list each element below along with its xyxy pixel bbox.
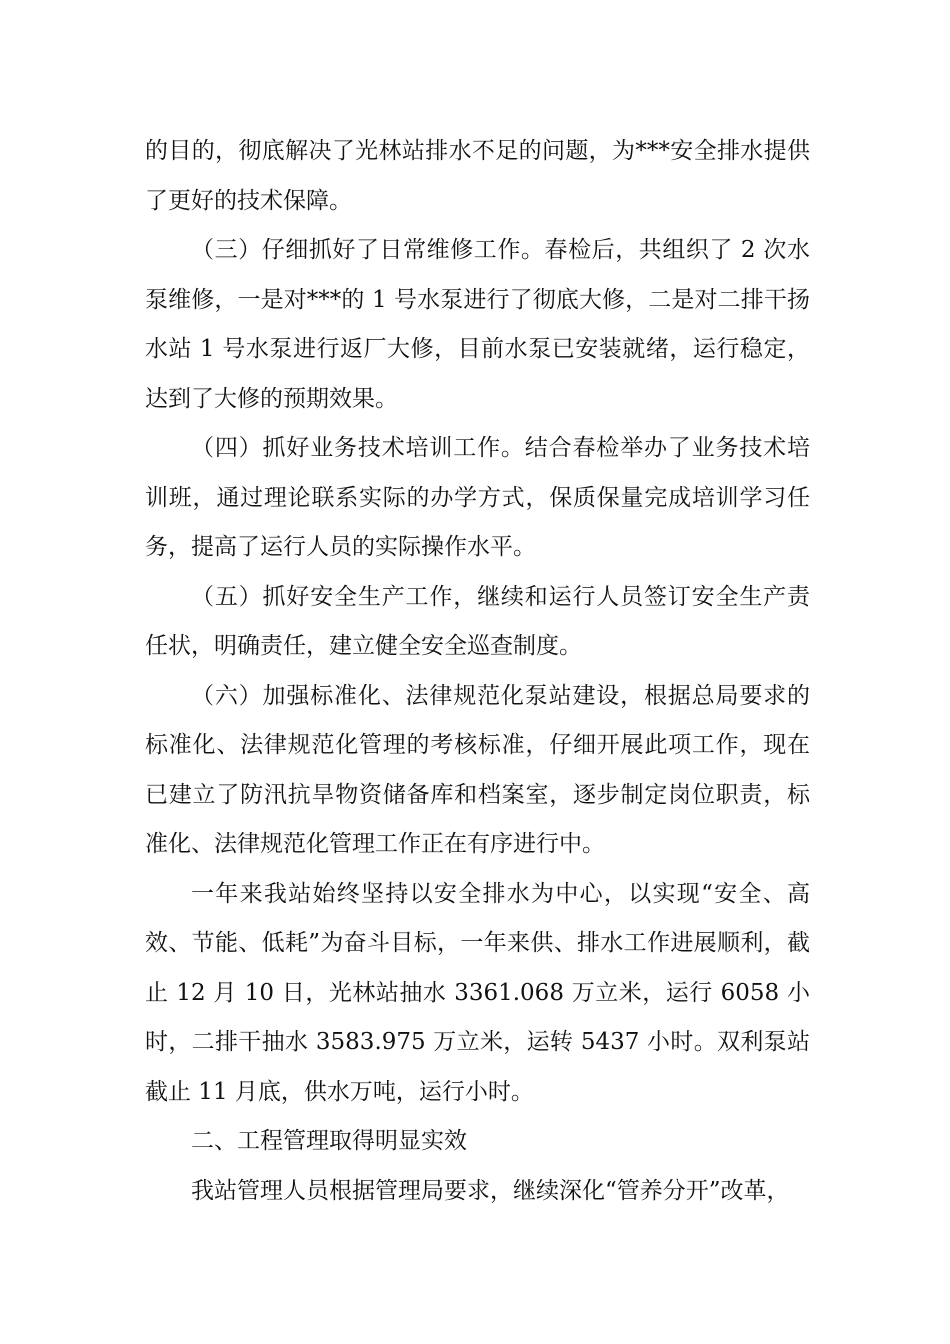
paragraph-annual-summary: 一年来我站始终坚持以安全排水为中心，以实现“安全、高效、节能、低耗”为奋斗目标，一年来供、排水工作进展顺利，截止 12 月 10 日，光林站抽水 3361.068 万立米，运行 6058 小时，二排干抽水 3583.975 万立米，运转 5437 小时。双利泵站截止 11 月底，供水万吨，运行小时。 [145, 880, 810, 1105]
paragraph-safety: （五）抓好安全生产工作，继续和运行人员签订安全生产责任状，明确责任，建立健全安全巡查制度。 [145, 583, 810, 659]
paragraph-maintenance: （三）仔细抓好了日常维修工作。春检后，共组织了 2 次水泵维修，一是对***的 1 号水泵进行了彻底大修，二是对二排干扬水站 1 号水泵进行返厂大修，目前水泵已安装就绪，运行稳定，达到了大修的预期效果。 [145, 237, 810, 412]
paragraph-training: （四）抓好业务技术培训工作。结合春检举办了业务技术培训班，通过理论联系实际的办学方式，保质保量完成培训学习任务，提高了运行人员的实际操作水平。 [145, 435, 810, 560]
section-heading: 二、工程管理取得明显实效 [191, 1128, 467, 1154]
paragraph-continuation: 的目的，彻底解决了光林站排水不足的问题，为***安全排水提供了更好的技术保障。 [145, 138, 810, 214]
paragraph-management: 我站管理人员根据管理局要求，继续深化“管养分开”改革， [191, 1177, 790, 1204]
paragraph-standardization: （六）加强标准化、法律规范化泵站建设，根据总局要求的标准化、法律规范化管理的考核标准，仔细开展此项工作，现在已建立了防汛抗旱物资储备库和档案室，逐步制定岗位职责，标准化、法律规范化管理工作正在有序进行中。 [145, 682, 810, 857]
document-body [145, 127, 810, 1216]
